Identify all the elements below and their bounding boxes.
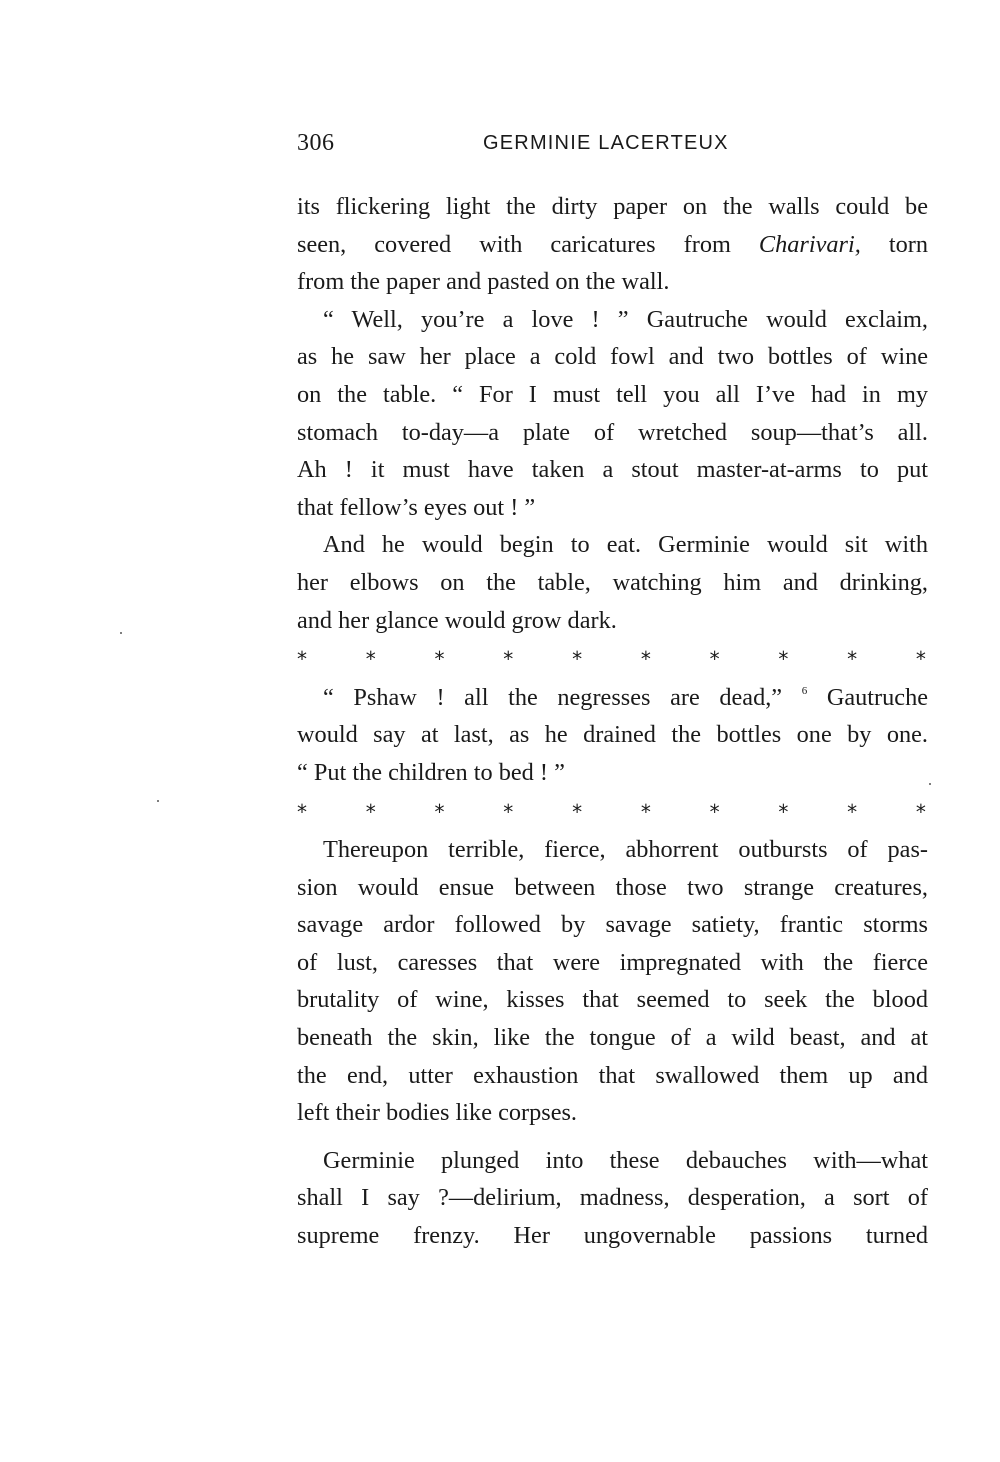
text-segment: torn — [860, 230, 928, 258]
paragraph — [297, 831, 928, 1132]
page-content — [297, 130, 928, 1255]
text-line: savage ardor followed by savage satiety, frantic storms — [297, 911, 928, 939]
asterisk: * — [365, 647, 376, 672]
text-line: its flickering light the dirty paper on the walls could be — [297, 193, 928, 220]
text-line: of lust, caresses that were impregnated with the fierce — [297, 948, 928, 976]
text-line: supreme frenzy. Her ungovernable passions turned — [297, 1222, 928, 1250]
stray-mark — [929, 783, 931, 785]
text-line: on the table. “ For I must tell you all I’ve had in my — [297, 380, 928, 408]
text-line: Thereupon terrible, fierce, abhorrent outbursts of pas- — [323, 836, 928, 864]
asterisk: * — [572, 647, 583, 672]
running-title: GERMINIE LACERTEUX — [483, 132, 729, 154]
paragraph — [297, 301, 928, 527]
asterisk: * — [297, 647, 307, 672]
asterisk: * — [365, 799, 376, 824]
text-segment: seen, covered with caricatures from — [297, 230, 759, 258]
text-line: stomach to-day—a plate of wretched soup—that’s all. — [297, 418, 928, 446]
text-line: Ah ! it must have taken a stout master-at-arms to put — [297, 456, 928, 484]
asterisk: * — [709, 799, 720, 824]
asterisk: * — [640, 647, 651, 672]
asterisk: * — [434, 647, 445, 672]
asterisk: * — [778, 647, 789, 672]
asterism-divider — [297, 794, 928, 832]
asterisk: * — [709, 647, 720, 672]
text-line: shall I say ?—delirium, madness, desperation, a sort of — [297, 1184, 928, 1212]
text-line: And he would begin to eat. Germinie would sit with — [323, 531, 928, 559]
asterisk: * — [778, 799, 789, 824]
text-line: “ Well, you’re a love ! ” Gautruche would exclaim, — [323, 305, 928, 333]
asterisk: * — [572, 799, 583, 824]
text-line: beneath the skin, like the tongue of a wild beast, and at — [297, 1024, 928, 1052]
asterisk: * — [915, 799, 926, 824]
page-number: 306 — [297, 130, 335, 156]
text-line — [297, 679, 928, 717]
stray-mark — [157, 800, 159, 802]
asterisk: * — [434, 799, 445, 824]
text-segment: “ Pshaw ! all the negresses are dead,” — [323, 683, 802, 711]
asterisk: * — [847, 799, 858, 824]
asterism-divider — [297, 641, 928, 679]
text-line: from the paper and pasted on the wall. — [297, 268, 670, 296]
paragraph — [297, 526, 928, 639]
text-line: would say at last, as he drained the bottles one by one. — [297, 721, 928, 749]
text-line: her elbows on the table, watching him and drinking, — [297, 568, 928, 596]
text-segment: Gautruche — [807, 683, 929, 711]
asterisk: * — [915, 647, 926, 672]
asterisk: * — [847, 647, 858, 672]
asterisk: * — [640, 799, 651, 824]
text-line — [297, 226, 928, 264]
asterisk: * — [297, 799, 307, 824]
asterisk: * — [503, 647, 514, 672]
text-line: brutality of wine, kisses that seemed to seek the blood — [297, 986, 928, 1014]
text-line: “ Put the children to bed ! ” — [297, 758, 565, 786]
stray-mark — [120, 632, 122, 634]
body-text — [297, 188, 928, 1255]
paragraph — [297, 679, 928, 792]
text-line: and her glance would grow dark. — [297, 606, 617, 634]
footnote-marker: 6 — [801, 684, 808, 697]
italic-title: Charivari, — [758, 230, 861, 258]
text-line: the end, utter exhaustion that swallowed them up and — [297, 1061, 928, 1089]
text-line: that fellow’s eyes out ! ” — [297, 493, 536, 521]
paragraph — [297, 188, 928, 301]
paragraph — [297, 1142, 928, 1255]
asterisk: * — [503, 799, 514, 824]
text-line: left their bodies like corpses. — [297, 1099, 578, 1127]
text-line: sion would ensue between those two strange creatures, — [297, 873, 928, 901]
text-line: as he saw her place a cold fowl and two bottles of wine — [297, 343, 928, 371]
text-line: Germinie plunged into these debauches with—what — [323, 1146, 928, 1174]
running-head — [297, 130, 928, 166]
